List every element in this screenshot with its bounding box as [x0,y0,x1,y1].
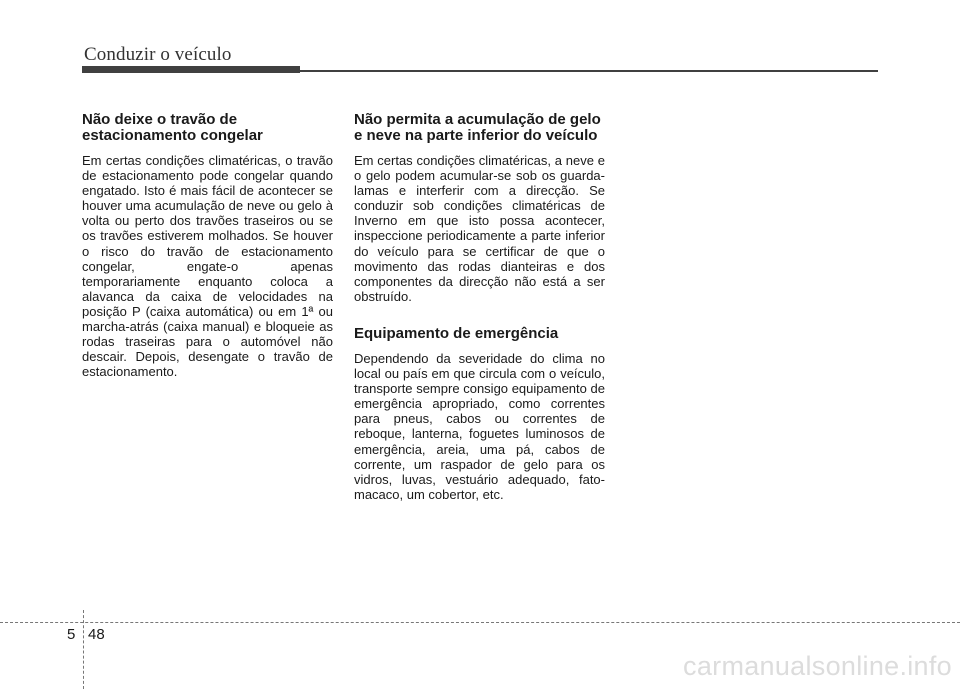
section-emergency-equipment [354,326,605,502]
section-ice-snow [354,112,605,304]
section-body: Dependendo da severidade do clima no local ou país em que circula com o veículo, transporte sempre consigo equipamento de emergência apropriado, como correntes para pneus, cabos ou correntes de reboque, lanterna, foguetes luminosos de emergência, areia, uma pá, cabos de corrente, um raspador de gelo para os vidros, luvas, vestuário adequado, fato-macaco, um cobertor, etc. [354,350,605,502]
section-title: Não deixe o travão de estacionamento congelar [82,111,263,144]
watermark: carmanualsonline.info [683,651,952,681]
footer-vertical-divider [83,610,84,689]
section-parking-brake [82,112,333,379]
header-rule-thick [82,66,300,73]
left-column [82,112,333,401]
section-body: Em certas condições climatéricas, o travão de estacionamento pode congelar quando engatado. Isto é mais fácil de acontecer se houver uma acumulação de neve ou gelo à volta ou perto dos travões traseiros ou se os travões estiverem molhados. Se houver o risco do travão de estacionamento congelar, engate-o apenas temporariamente enquanto coloca a alavanca da caixa de velocidades na posição P (caixa automática) ou em 1ª ou marcha-atrás (caixa manual) e bloqueie as rodas traseiras para o automóvel não descair. Depois, desengate o travão de estacionamento. [82,153,333,380]
right-column [354,112,605,524]
section-body: Em certas condições climatéricas, a neve e o gelo podem acumular-se sob os guarda-lamas e interferir com a direcção. Se conduzir sob condições climatéricas de Inverno em que isto possa acontecer, inspeccione periodicamente a parte inferior do veículo para se certificar de que o movimento das rodas dianteiras e dos componentes da direcção não está a ser obstruído. [354,153,605,304]
section-title: Não permita a acumulação de gelo e neve na parte inferior do veículo [354,111,601,144]
footer-divider [0,622,960,623]
page-number: 48 [88,626,105,643]
header-title: Conduzir o veículo [84,44,232,65]
chapter-number: 5 [67,626,76,643]
section-title: Equipamento de emergência [354,324,559,342]
header-rule-thin [300,70,878,72]
